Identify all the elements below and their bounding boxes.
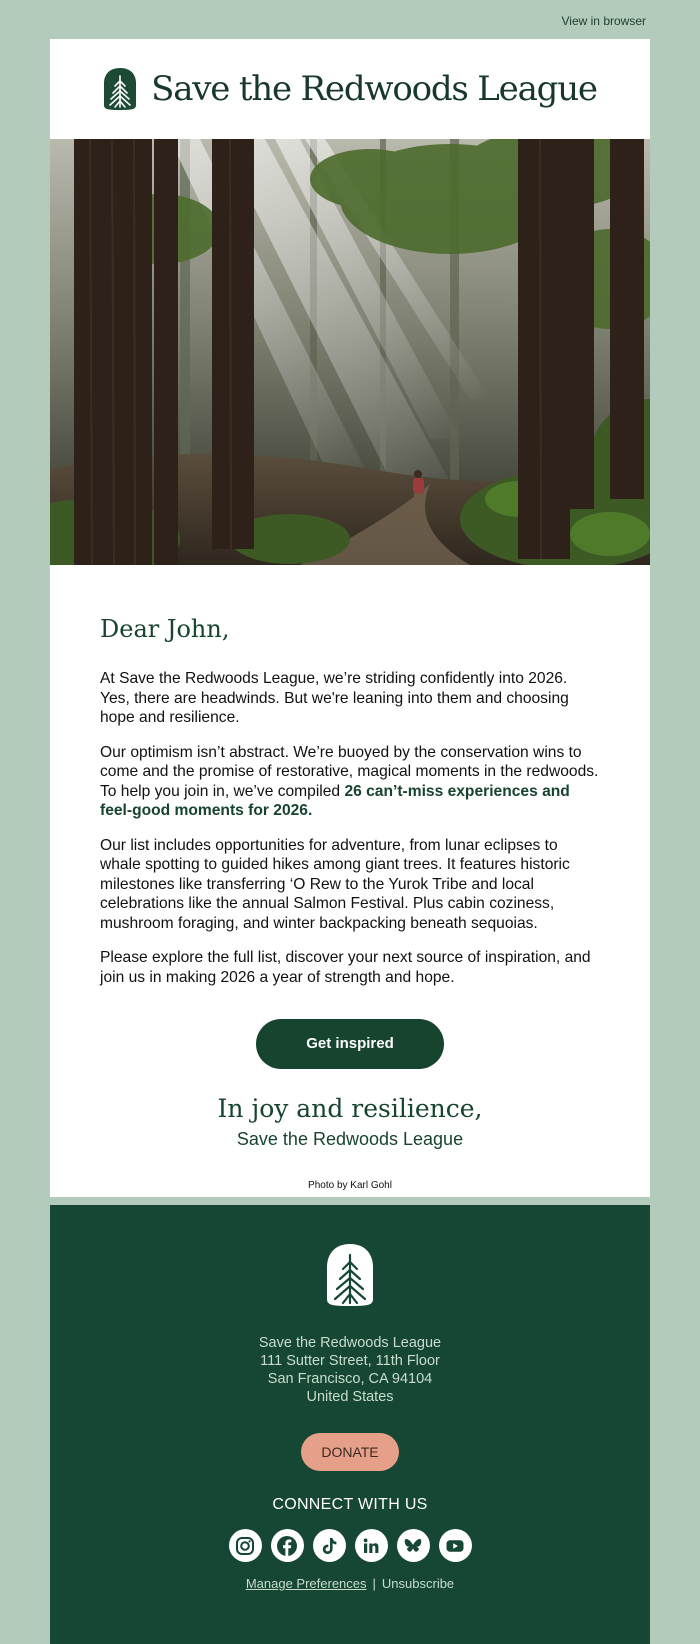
letter-body: [50, 565, 650, 1197]
bluesky-icon[interactable]: [397, 1529, 430, 1562]
address-city: San Francisco, CA 94104: [267, 1371, 433, 1387]
footer-links: [50, 1576, 650, 1591]
paragraph-1: At Save the Redwoods League, we’re striding confidently into 2026. Yes, there are headwinds. But we're leaning into them and choosing hope and resilience.: [100, 670, 569, 726]
address-street: 111 Sutter Street, 11th Floor: [260, 1353, 440, 1369]
paragraph-2-text: Our optimism isn’t abstract. We’re buoyed by the conservation wins to come and the promise of restorative, magical moments in the redwoods. To help you join in, we’ve compiled: [100, 743, 599, 800]
redwood-tree-icon: [103, 67, 137, 111]
view-in-browser-bar: [562, 14, 646, 28]
greeting: Dear John,: [100, 615, 230, 643]
address-org: Save the Redwoods League: [258, 1335, 442, 1351]
redwood-tree-icon: [326, 1243, 374, 1307]
linkedin-icon[interactable]: [355, 1529, 388, 1562]
manage-preferences-link[interactable]: Manage Preferences: [245, 1576, 367, 1591]
link-separator: |: [372, 1576, 376, 1591]
paragraph-2: [100, 743, 600, 821]
footer: [50, 1205, 650, 1644]
facebook-icon[interactable]: [271, 1529, 304, 1562]
paragraph-4: Please explore the full list, discover your next source of inspiration, and join us in making 2026 a year of strength and hope.: [100, 949, 591, 986]
signature: Save the Redwoods League: [236, 1129, 464, 1149]
social-links: [50, 1529, 650, 1562]
paragraph-3: Our list includes opportunities for adventure, from lunar eclipses to whale spotting to guided hikes among giant trees. It features historic milestones like transferring ‘O Rew to the Yurok Tribe and local celebrations like the annual Salmon Festival. Plus cabin coziness, mushroom foraging, and winter backpacking beneath sequoias.: [100, 836, 570, 932]
youtube-icon[interactable]: [439, 1529, 472, 1562]
highlight-link[interactable]: 26 can’t-miss experiences and feel-good moments for 2026.: [100, 782, 570, 819]
photo-credit: Photo by Karl Gohl: [308, 1180, 392, 1191]
donate-button[interactable]: DONATE: [301, 1433, 399, 1471]
connect-heading: CONNECT WITH US: [272, 1496, 428, 1513]
redwood-forest-photo: [50, 139, 650, 565]
brand-name: Save the Redwoods League: [151, 69, 597, 109]
get-inspired-button[interactable]: Get inspired: [256, 1019, 444, 1069]
closing-line: In joy and resilience,: [217, 1094, 483, 1123]
mailing-address: [50, 1334, 650, 1406]
instagram-icon[interactable]: [229, 1529, 262, 1562]
email-card: [50, 39, 650, 1197]
address-country: United States: [306, 1389, 394, 1405]
view-in-browser-link[interactable]: View in browser: [561, 14, 646, 28]
brand-header[interactable]: [50, 39, 650, 139]
tiktok-icon[interactable]: [313, 1529, 346, 1562]
cta-container: [100, 1019, 600, 1069]
hero-image[interactable]: [50, 139, 650, 565]
unsubscribe-link[interactable]: Unsubscribe: [381, 1576, 455, 1591]
footer-logo: [50, 1243, 650, 1312]
